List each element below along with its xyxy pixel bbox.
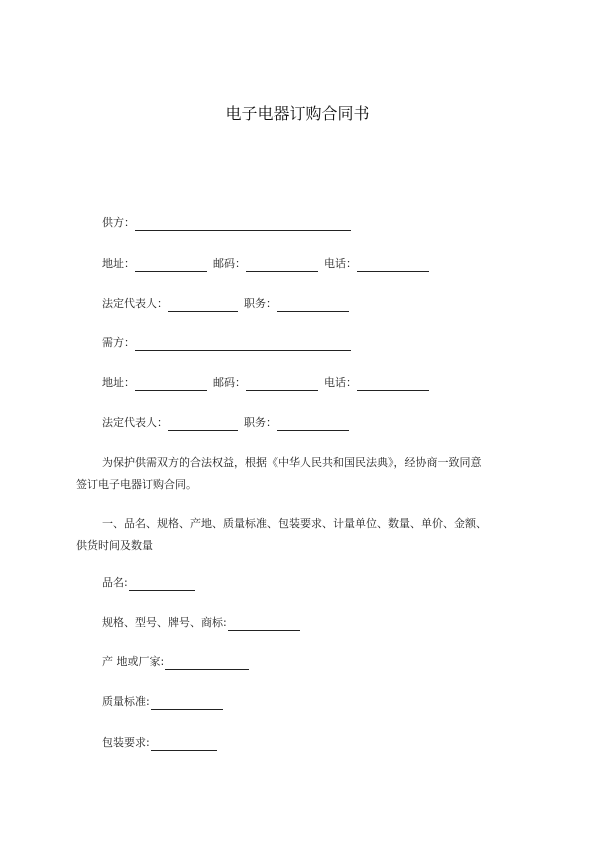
spec-label: 规格、型号、牌号、商标: bbox=[102, 616, 227, 629]
supplier-phone-blank[interactable] bbox=[357, 259, 429, 272]
origin-blank[interactable] bbox=[165, 657, 249, 670]
supplier-rep-row bbox=[102, 296, 355, 312]
supplier-name-label: 供方： bbox=[102, 216, 135, 229]
packaging-label: 包装要求: bbox=[102, 736, 150, 749]
buyer-name-row bbox=[102, 335, 357, 351]
quality-blank[interactable] bbox=[151, 697, 223, 710]
section-1-heading bbox=[76, 513, 522, 557]
supplier-contact-row bbox=[102, 256, 435, 272]
supplier-postcode-blank[interactable] bbox=[246, 259, 318, 272]
intro-paragraph bbox=[76, 452, 522, 496]
supplier-position-label: 职务： bbox=[244, 297, 277, 310]
product-name-row bbox=[102, 575, 201, 591]
supplier-phone-label: 电话： bbox=[324, 257, 357, 270]
buyer-legal-rep-label: 法定代表人： bbox=[102, 416, 168, 429]
document-title: 电子电器订购合同书 bbox=[225, 104, 370, 123]
product-name-label: 品名: bbox=[102, 576, 128, 589]
buyer-address-blank[interactable] bbox=[135, 378, 207, 391]
intro-line-1: 为保护供需双方的合法权益，根据《中华人民共和国民法典》，经协商一致同意 bbox=[102, 456, 482, 469]
buyer-rep-row bbox=[102, 415, 355, 431]
buyer-phone-blank[interactable] bbox=[357, 378, 429, 391]
buyer-postcode-label: 邮码： bbox=[213, 376, 246, 389]
supplier-name-row bbox=[102, 215, 357, 231]
supplier-address-blank[interactable] bbox=[135, 259, 207, 272]
origin-label: 产 地或厂家: bbox=[102, 655, 165, 668]
quality-label: 质量标准: bbox=[102, 695, 150, 708]
supplier-position-blank[interactable] bbox=[277, 299, 349, 312]
supplier-name-blank[interactable] bbox=[135, 218, 351, 231]
supplier-legal-rep-blank[interactable] bbox=[168, 299, 238, 312]
supplier-address-label: 地址： bbox=[102, 257, 135, 270]
buyer-phone-label: 电话： bbox=[324, 376, 357, 389]
section-1-line-1: 一、品名、规格、产地、质量标准、包装要求、计量单位、数量、单价、金额、 bbox=[102, 517, 487, 530]
spec-blank[interactable] bbox=[228, 618, 300, 631]
buyer-contact-row bbox=[102, 375, 435, 391]
buyer-address-label: 地址： bbox=[102, 376, 135, 389]
buyer-position-blank[interactable] bbox=[277, 418, 349, 431]
packaging-row bbox=[102, 735, 223, 751]
buyer-name-blank[interactable] bbox=[135, 338, 351, 351]
quality-row bbox=[102, 694, 229, 710]
buyer-legal-rep-blank[interactable] bbox=[168, 418, 238, 431]
buyer-name-label: 需方： bbox=[102, 336, 135, 349]
buyer-postcode-blank[interactable] bbox=[246, 378, 318, 391]
supplier-postcode-label: 邮码： bbox=[213, 257, 246, 270]
section-1-line-2: 供货时间及数量 bbox=[76, 539, 153, 552]
spec-row bbox=[102, 615, 306, 631]
origin-row bbox=[102, 654, 255, 670]
buyer-position-label: 职务： bbox=[244, 416, 277, 429]
supplier-legal-rep-label: 法定代表人： bbox=[102, 297, 168, 310]
intro-line-2: 签订电子电器订购合同。 bbox=[76, 478, 197, 491]
packaging-blank[interactable] bbox=[151, 738, 217, 751]
product-name-blank[interactable] bbox=[129, 578, 195, 591]
